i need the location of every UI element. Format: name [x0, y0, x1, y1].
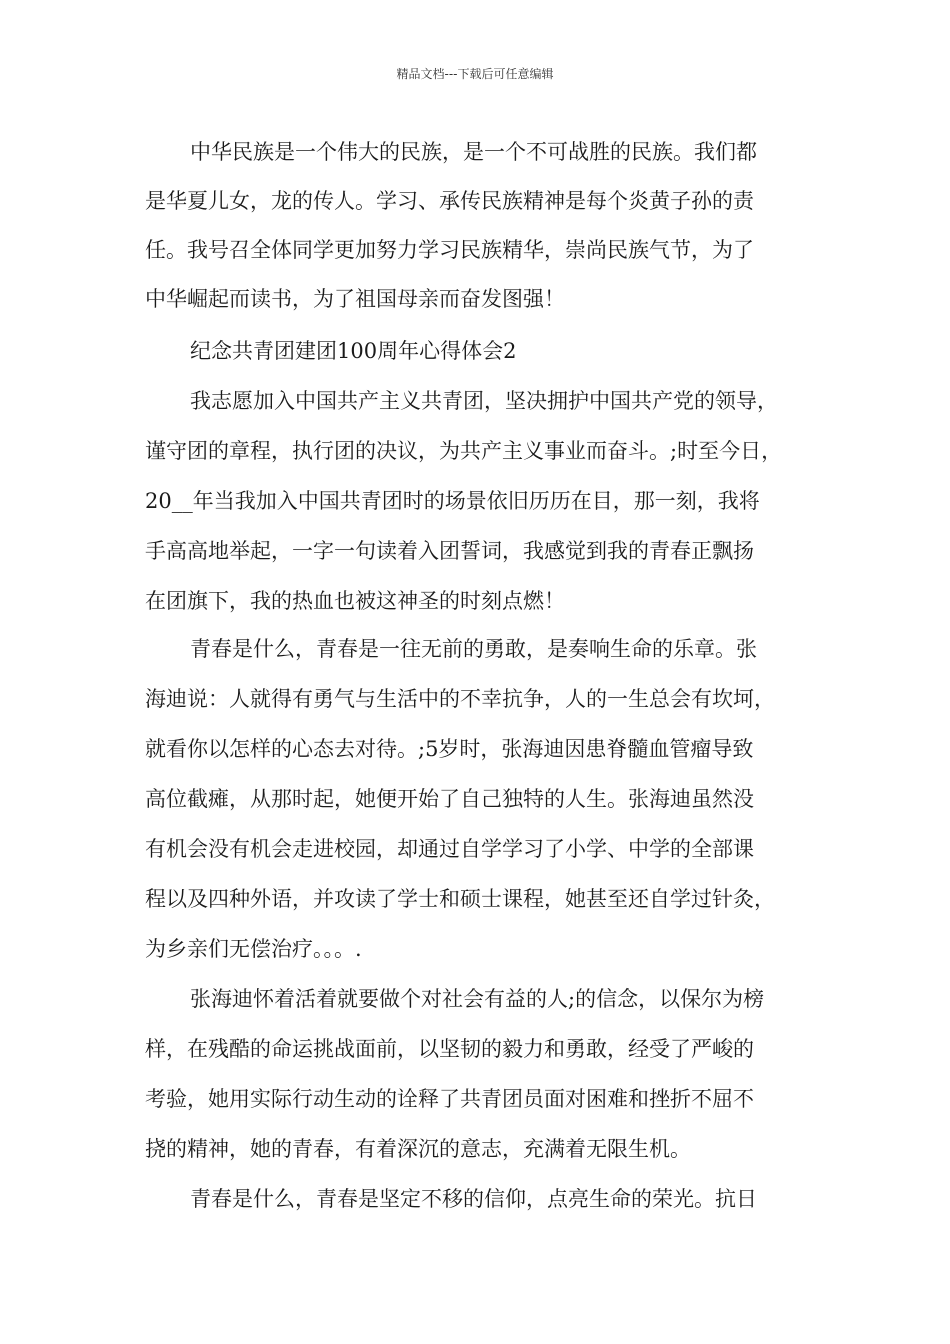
text-line: 我志愿加入中国共产主义共青团，坚决拥护中国共产党的领导，	[190, 389, 778, 413]
text-line: 样，在残酷的命运挑战面前，以坚韧的毅力和勇敢，经受了严峻的	[145, 1037, 754, 1061]
text-line: 考验，她用实际行动生动的诠释了共青团员面对困难和挫折不屈不	[145, 1087, 754, 1111]
text-line: 为乡亲们无偿治疗。。。.	[145, 937, 362, 961]
text-line: 张海迪怀着活着就要做个对社会有益的人;的信念，以保尔为榜	[190, 987, 765, 1011]
text-line: 中华民族是一个伟大的民族，是一个不可战胜的民族。我们都	[190, 140, 757, 164]
section-heading: 纪念共青团建团100周年心得体会2	[190, 339, 517, 363]
text-line: 青春是什么，青春是坚定不移的信仰，点亮生命的荣光。抗日	[190, 1187, 757, 1211]
text-line: 海迪说：人就得有勇气与生活中的不幸抗争，人的一生总会有坎坷，	[145, 687, 775, 711]
text-line: 就看你以怎样的心态去对待。;5岁时，张海迪因患脊髓血管瘤导致	[145, 737, 754, 761]
text-line: 中华崛起而读书，为了祖国母亲而奋发图强！	[145, 287, 565, 311]
text-line: 手高高地举起，一字一句读着入团誓词，我感觉到我的青春正飘扬	[145, 539, 754, 563]
text-line: 任。我号召全体同学更加努力学习民族精华，崇尚民族气节，为了	[145, 238, 754, 262]
text-line: 在团旗下，我的热血也被这神圣的时刻点燃！	[145, 589, 565, 613]
text-line: 是华夏儿女，龙的传人。学习、承传民族精神是每个炎黄子孙的责	[145, 189, 754, 213]
text-line: 青春是什么，青春是一往无前的勇敢，是奏响生命的乐章。张	[190, 637, 757, 661]
text-line: 有机会没有机会走进校园，却通过自学学习了小学、中学的全部课	[145, 837, 754, 861]
text-line: 谨守团的章程，执行团的决议，为共产主义事业而奋斗。;时至今日，	[145, 439, 783, 463]
text-line: 挠的精神，她的青春，有着深沉的意志，充满着无限生机。	[145, 1137, 691, 1161]
text-line: 高位截瘫，从那时起，她便开始了自己独特的人生。张海迪虽然没	[145, 787, 754, 811]
text-line: 程以及四种外语，并攻读了学士和硕士课程，她甚至还自学过针灸，	[145, 887, 775, 911]
page-header: 精品文档---下载后可任意编辑	[396, 67, 554, 81]
text-line: 20__年当我加入中国共青团时的场景依旧历历在目，那一刻，我将	[145, 489, 760, 513]
